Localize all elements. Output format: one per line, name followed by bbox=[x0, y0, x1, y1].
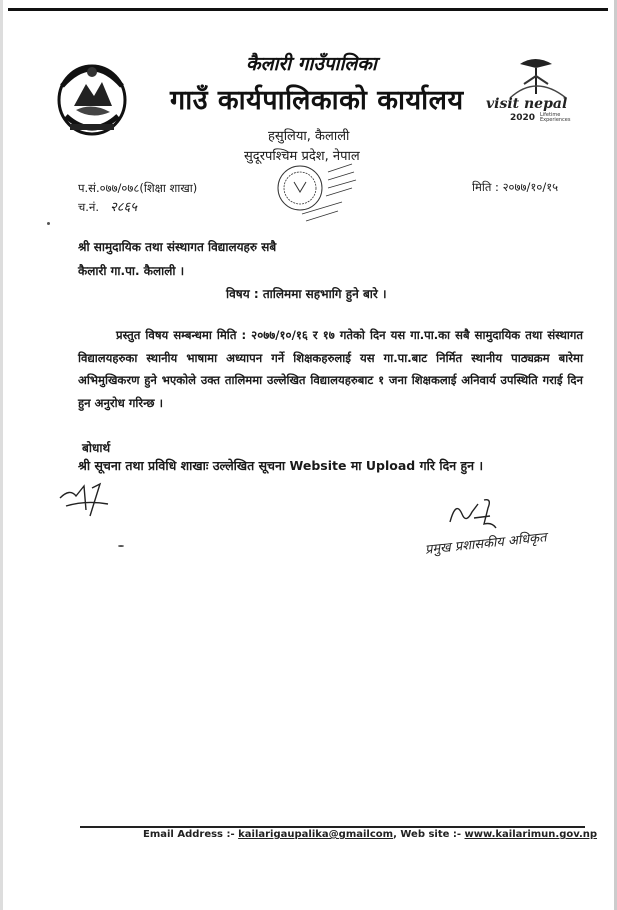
officer-signature bbox=[444, 494, 514, 534]
office-stamp bbox=[272, 158, 362, 228]
cc-label: बोधार्थ bbox=[82, 441, 111, 455]
dispatch-number-handwritten: २८६५ bbox=[110, 200, 138, 215]
visit-nepal-tagline: Lifetime Experiences bbox=[540, 112, 571, 123]
top-border-line bbox=[8, 8, 608, 11]
letter-date: मिति : २०७७/१०/१५ bbox=[472, 180, 559, 194]
address-line-2: सुदूरपश्चिम प्रदेश, नेपाल bbox=[244, 149, 360, 164]
website-link[interactable]: www.kailarimun.gov.np bbox=[464, 829, 598, 840]
handwritten-initial-mark bbox=[56, 480, 116, 520]
recipient-line-1: श्री सामुदायिक तथा संस्थागत विद्यालयहरु सबै bbox=[78, 240, 277, 254]
nepal-emblem-icon bbox=[52, 56, 132, 140]
footer-rule bbox=[80, 826, 585, 828]
office-name: गाउँ कार्यपालिकाको कार्यालय bbox=[170, 85, 464, 116]
recipient-line-2: कैलारी गा.पा. कैलाली । bbox=[78, 264, 185, 278]
visit-nepal-logo-text: visit nepal bbox=[486, 96, 568, 112]
municipality-name: कैलारी गाउँपालिका bbox=[246, 53, 377, 75]
visit-nepal-year: 2020 bbox=[510, 113, 536, 123]
email-link[interactable]: kailarigaupalika@gmailcom bbox=[238, 829, 394, 840]
cc-text: श्री सूचना तथा प्रविधि शाखाः उल्लेखित सूचना Website मा Upload गरि दिन हुन । bbox=[78, 458, 484, 473]
scan-speck bbox=[118, 545, 124, 547]
email-label: Email Address :- bbox=[143, 829, 235, 840]
footer-contact bbox=[143, 829, 597, 840]
dispatch-label: च.नं. bbox=[78, 200, 99, 214]
letter-body: प्रस्तुत विषय सम्बन्धमा मिति : २०७७/१०/१६ र १७ गतेको दिन यस गा.पा.का सबै सामुदायिक तथा संस्थागत विद्यालयहरुका स्थानीय भाषामा अध्यापन गर्ने शिक्षकहरुलाई यस गा.पा.बाट निर्मित स्थानीय पाठ्यक्रम बारेमा अभिमुखिकरण हुने भएकोले उक्त तालिममा उल्लेखित विद्यालयहरुबाट १ जना शिक्षकलाई अनिवार्य उपस्थिति गराई दिन हुन अनुरोध गरिन्छ । bbox=[78, 328, 583, 410]
scan-edge-left bbox=[0, 0, 3, 910]
letter-subject: विषय : तालिममा सहभागि हुने बारे । bbox=[226, 287, 387, 301]
officer-title: प्रमुख प्रशासकीय अधिकृत bbox=[424, 530, 548, 558]
reference-number: प.सं.०७७/०७८(शिक्षा शाखा) bbox=[78, 181, 198, 195]
scan-speck bbox=[47, 222, 50, 225]
website-label: , Web site :- bbox=[393, 829, 462, 840]
address-line-1: हसुलिया, कैलाली bbox=[268, 129, 350, 144]
